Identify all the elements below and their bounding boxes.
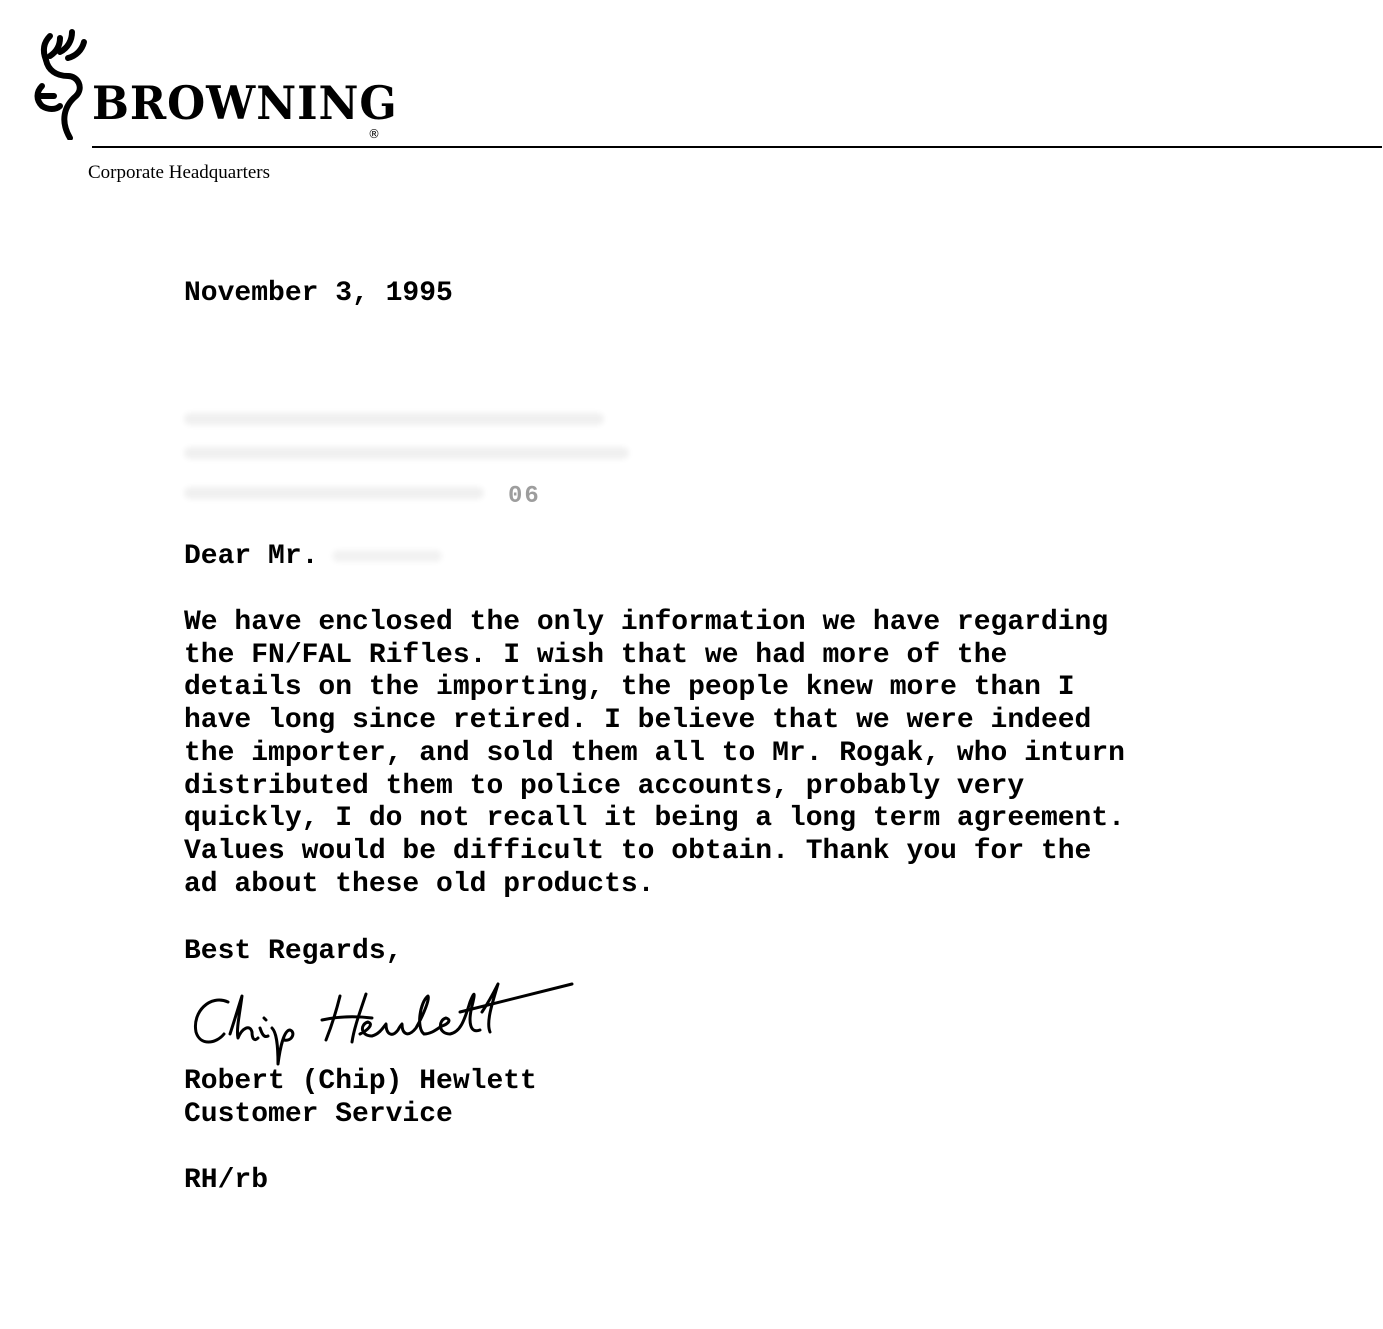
letterhead: [0, 0, 1383, 200]
body-line: details on the importing, the people knew more than I: [184, 672, 1075, 704]
header-rule: [92, 146, 1382, 148]
typist-initials: RH/rb: [184, 1165, 269, 1196]
letter-date: November 3, 1995: [184, 278, 453, 309]
body-line: distributed them to police accounts, probably very: [184, 770, 1025, 802]
body-line: the FN/FAL Rifles. I wish that we had more of the: [184, 639, 1008, 671]
letterhead-subtitle: Corporate Headquarters: [88, 162, 271, 183]
salutation-text: Dear Mr.: [184, 541, 319, 572]
body-line: We have enclosed the only information we have regarding: [184, 607, 1109, 638]
closing: Best Regards,: [184, 936, 403, 967]
brand-wordmark: BROWNING: [92, 76, 398, 130]
registered-mark: ®: [368, 127, 380, 141]
redacted-address-line: [184, 447, 629, 459]
redacted-address-line: [184, 487, 484, 499]
body-line: have long since retired. I believe that we were indeed: [184, 705, 1092, 737]
body-line: quickly, I do not recall it being a long term agreement.: [184, 803, 1125, 835]
address-visible-fragment: 06: [508, 483, 541, 510]
letter-body: [184, 607, 1292, 901]
body-line: Values would be difficult to obtain. Thank you for the: [184, 835, 1092, 867]
body-line: the importer, and sold them all to Mr. Rogak, who inturn: [184, 737, 1125, 769]
signer-title: Customer Service: [184, 1099, 453, 1130]
redacted-recipient-name: [332, 550, 442, 562]
handwritten-signature: [180, 972, 580, 1072]
redacted-address-line: [184, 413, 604, 425]
body-line: ad about these old products.: [184, 868, 655, 900]
salutation: [184, 543, 442, 571]
buckmark-logo-icon: [30, 26, 94, 140]
signer-name: Robert (Chip) Hewlett: [184, 1066, 537, 1097]
